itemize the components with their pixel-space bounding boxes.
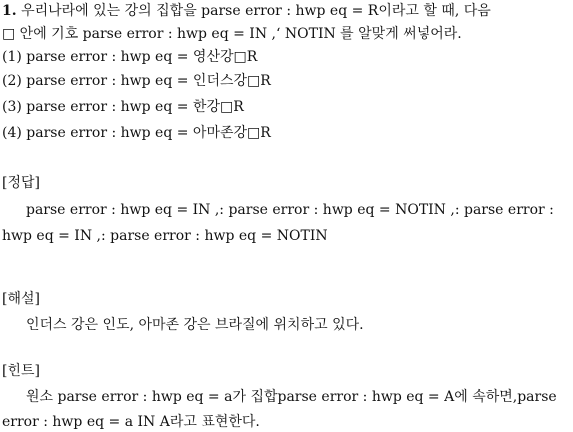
question-stem-line2: [2, 25, 462, 43]
choice-prefix: parse error : hwp eq = 한강: [26, 99, 220, 115]
choice-suffix: R: [260, 73, 271, 89]
answer-heading: [정답]: [2, 175, 40, 191]
choice-number: (1): [2, 49, 22, 65]
explanation-heading: [해설]: [2, 291, 40, 307]
choice-item: [2, 98, 244, 116]
question-stem-line1: [2, 2, 491, 20]
choice-suffix: R: [233, 99, 244, 115]
blank-box: □: [233, 49, 247, 65]
hint-heading: [힌트]: [2, 363, 40, 379]
choice-number: (2): [2, 73, 22, 89]
question-stem-instruction: 안에 기호 parse error : hwp eq = IN ,‘ NOTIN 를 알맞게 써넣어라.: [15, 26, 462, 42]
choice-prefix: parse error : hwp eq = 아마존강: [26, 125, 248, 141]
question-stem-text: 우리나라에 있는 강의 집합을 parse error : hwp eq = R이라고 할 때, 다음: [21, 3, 491, 19]
choice-suffix: R: [246, 49, 258, 65]
question-number: 1.: [2, 3, 17, 19]
answer-text-line2: hwp eq = IN ,: parse error : hwp eq = NOTIN: [2, 228, 328, 244]
choice-item: [2, 72, 271, 90]
choice-prefix: parse error : hwp eq = 인더스강: [26, 73, 248, 89]
choice-number: (4): [2, 125, 22, 141]
answer-text-line1: parse error : hwp eq = IN ,: parse error : hwp eq = NOTIN ,: parse error :: [26, 202, 554, 218]
blank-box-symbol: □: [2, 26, 16, 42]
choice-item: [2, 124, 271, 142]
blank-box: □: [247, 73, 261, 89]
choice-number: (3): [2, 99, 22, 115]
choice-suffix: R: [260, 125, 271, 141]
explanation-text: 인더스 강은 인도, 아마존 강은 브라질에 위치하고 있다.: [26, 317, 364, 333]
hint-text-line2: error : hwp eq = a IN A라고 표현한다.: [2, 414, 260, 430]
hint-text-line1: 원소 parse error : hwp eq = a가 집합parse error : hwp eq = A에 속하면,parse: [26, 389, 557, 405]
choice-item: [2, 48, 257, 66]
choice-prefix: parse error : hwp eq = 영산강: [26, 49, 234, 65]
blank-box: □: [247, 125, 261, 141]
blank-box: □: [219, 99, 234, 115]
